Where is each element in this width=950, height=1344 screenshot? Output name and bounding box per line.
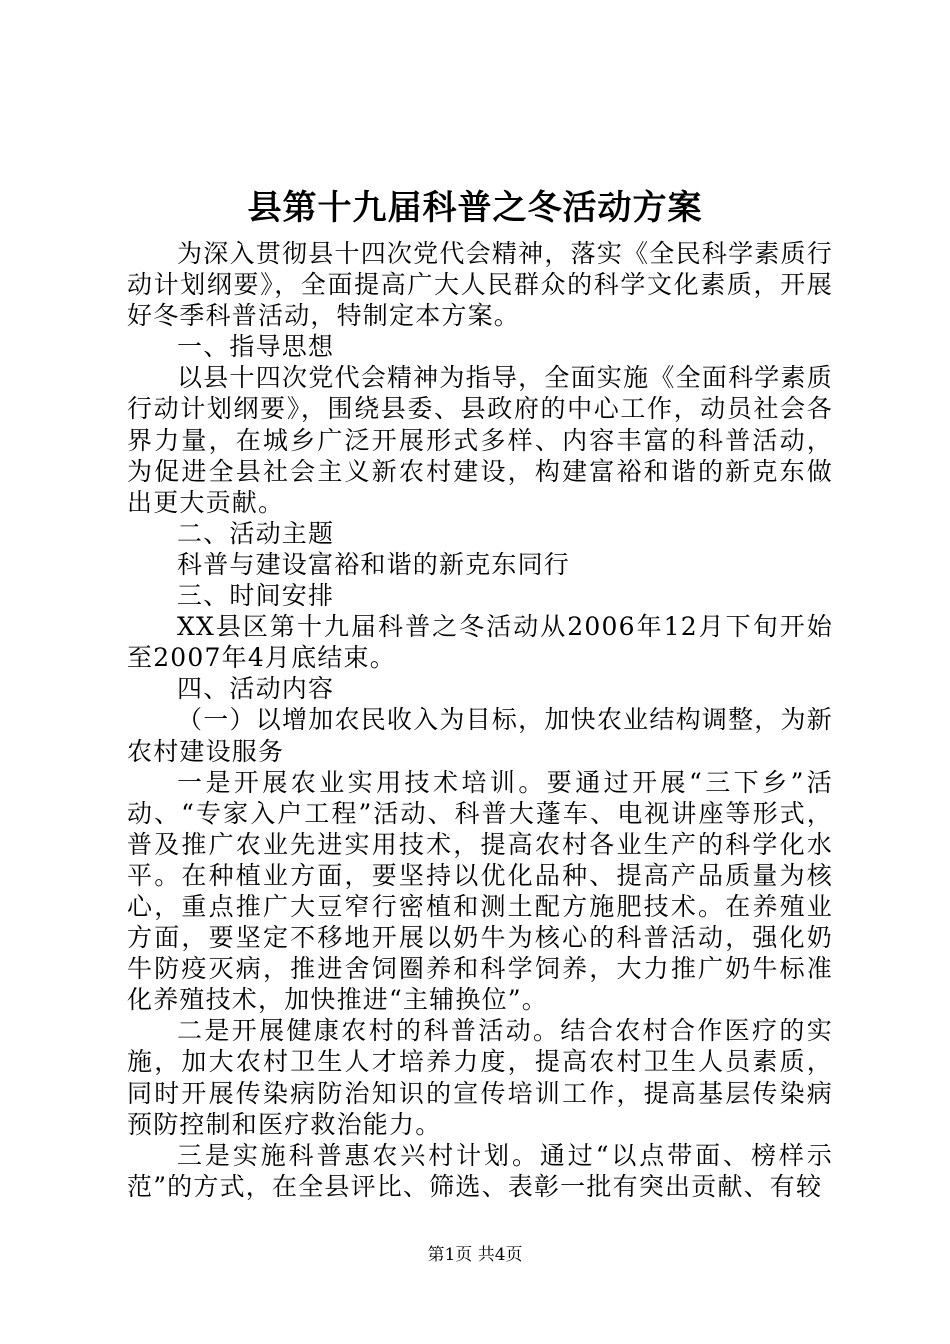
paragraph-schedule: XX县区第十九届科普之冬活动从2006年12月下旬开始至2007年4月底结束。 (127, 612, 833, 673)
paragraph-item-1: 一是开展农业实用技术培训。要通过开展“三下乡”活动、“专家入户工程”活动、科普大蓬车、电视讲座等形式，普及推广农业先进实用技术，提高农村各业生产的科学化水平。在种植业方面，要坚持以优化品种、提高产品质量为核心，重点推广大豆窄行密植和测土配方施肥技术。在养殖业方面，要坚定不移地开展以奶牛为核心的科普活动，强化奶牛防疫灭病，推进舍饲圈养和科学饲养，大力推广奶牛标准化养殖技术，加快推进“主辅换位”。 (127, 767, 833, 1015)
section-heading-content: 四、活动内容 (177, 674, 335, 704)
paragraph-theme: 科普与建设富裕和谐的新克东同行 (177, 549, 571, 579)
section-heading-theme: 二、活动主题 (177, 518, 335, 548)
page-footer: 第1页 共4页 (427, 1245, 523, 1265)
paragraph-guiding-ideology: 以县十四次党代会精神为指导，全面实施《全面科学素质行动计划纲要》，围绕县委、县政府的中心工作，动员社会各界力量，在城乡广泛开展形式多样、内容丰富的科普活动，为促进全县社会主义新农村建设，构建富裕和谐的新克东做出更大贡献。 (127, 363, 833, 517)
section-heading-schedule: 三、时间安排 (177, 581, 335, 611)
paragraph-item-3: 三是实施科普惠农兴村计划。通过“以点带面、榜样示范”的方式，在全县评比、筛选、表彰一批有突出贡献、有较 (127, 1140, 833, 1201)
section-heading-guiding-ideology: 一、指导思想 (177, 332, 335, 362)
document-body (127, 238, 833, 1202)
subsection-heading-1: （一）以增加农民收入为目标，加快农业结构调整，为新农村建设服务 (127, 705, 833, 766)
paragraph-intro: 为深入贯彻县十四次党代会精神，落实《全民科学素质行动计划纲要》，全面提高广大人民群众的科学文化素质，开展好冬季科普活动，特制定本方案。 (127, 239, 833, 331)
document-title: 县第十九届科普之冬活动方案 (247, 188, 703, 228)
paragraph-item-2: 二是开展健康农村的科普活动。结合农村合作医疗的实施，加大农村卫生人才培养力度，提高农村卫生人员素质，同时开展传染病防治知识的宣传培训工作，提高基层传染病预防控制和医疗救治能力。 (127, 1016, 833, 1139)
